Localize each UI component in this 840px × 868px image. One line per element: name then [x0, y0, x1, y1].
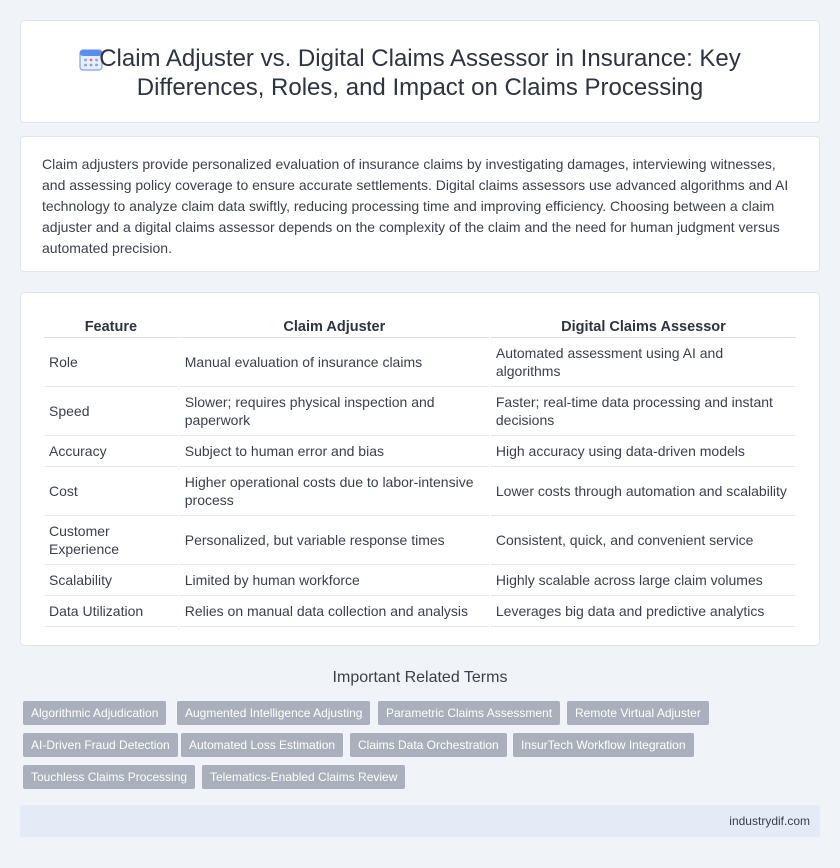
header-feature: Feature [44, 316, 178, 338]
digital-assessor-cell: Faster; real-time data processing and instant decisions [491, 387, 796, 436]
intro-paragraph: Claim adjusters provide personalized evaluation of insurance claims by investigating damages, interviewing witnesses, and assessing policy coverage to ensure accurate settlements. Digital claims assessors use advanced algorithms and AI technology to analyze claim data swiftly, reducing processing time and improving efficiency. Choosing between a claim adjuster and a digital claims assessor depends on the complexity of the claim and the need for human judgment versus automated precision. [42, 156, 789, 256]
table-header-row [44, 316, 796, 338]
feature-cell: Accuracy [44, 436, 178, 467]
digital-assessor-cell: Leverages big data and predictive analytics [491, 596, 796, 627]
table-row [44, 467, 796, 516]
table-row [44, 387, 796, 436]
related-term-tag[interactable]: Remote Virtual Adjuster [567, 701, 709, 725]
table-row [44, 596, 796, 627]
header-claim-adjuster: Claim Adjuster [180, 316, 489, 338]
comparison-table [42, 316, 798, 627]
page-title-line-2: Differences, Roles, and Impact on Claims Processing [136, 74, 704, 101]
claim-adjuster-cell: Slower; requires physical inspection and paperwork [180, 387, 489, 436]
table-row [44, 338, 796, 387]
related-term-tag[interactable]: Claims Data Orchestration [350, 733, 507, 757]
table-row [44, 516, 796, 565]
table-row [44, 565, 796, 596]
feature-cell: Role [44, 338, 178, 387]
page-title-line-1: Claim Adjuster vs. Digital Claims Assessor in Insurance: Key [99, 45, 741, 72]
digital-assessor-cell: Lower costs through automation and scalability [491, 467, 796, 516]
intro-card [20, 136, 820, 272]
footer-site-link[interactable]: industrydif.com [729, 814, 810, 828]
claim-adjuster-cell: Manual evaluation of insurance claims [180, 338, 489, 387]
related-terms-heading: Important Related Terms [332, 669, 508, 686]
footer-bar [20, 805, 820, 837]
related-term-tag[interactable]: Automated Loss Estimation [181, 733, 343, 757]
related-term-tag[interactable]: Algorithmic Adjudication [23, 701, 166, 725]
related-term-tag[interactable]: Augmented Intelligence Adjusting [177, 701, 370, 725]
digital-assessor-cell: Highly scalable across large claim volumes [491, 565, 796, 596]
claim-adjuster-cell: Limited by human workforce [180, 565, 489, 596]
feature-cell: Data Utilization [44, 596, 178, 627]
table-row [44, 436, 796, 467]
claim-adjuster-cell: Higher operational costs due to labor-intensive process [180, 467, 489, 516]
related-term-tag[interactable]: Touchless Claims Processing [23, 765, 195, 789]
feature-cell: Customer Experience [44, 516, 178, 565]
related-term-tag[interactable]: AI-Driven Fraud Detection [23, 733, 178, 757]
digital-assessor-cell: Consistent, quick, and convenient service [491, 516, 796, 565]
claim-adjuster-cell: Personalized, but variable response times [180, 516, 489, 565]
page-title [21, 44, 819, 102]
related-term-tag[interactable]: InsurTech Workflow Integration [513, 733, 694, 757]
digital-assessor-cell: High accuracy using data-driven models [491, 436, 796, 467]
related-term-tag[interactable]: Parametric Claims Assessment [378, 701, 560, 725]
feature-cell: Scalability [44, 565, 178, 596]
feature-cell: Cost [44, 467, 178, 516]
header-digital-claims-assessor: Digital Claims Assessor [491, 316, 796, 338]
header-card [20, 20, 820, 123]
digital-assessor-cell: Automated assessment using AI and algorithms [491, 338, 796, 387]
related-term-tag[interactable]: Telematics-Enabled Claims Review [202, 765, 405, 789]
feature-cell: Speed [44, 387, 178, 436]
claim-adjuster-cell: Subject to human error and bias [180, 436, 489, 467]
claim-adjuster-cell: Relies on manual data collection and analysis [180, 596, 489, 627]
comparison-card [20, 292, 820, 646]
